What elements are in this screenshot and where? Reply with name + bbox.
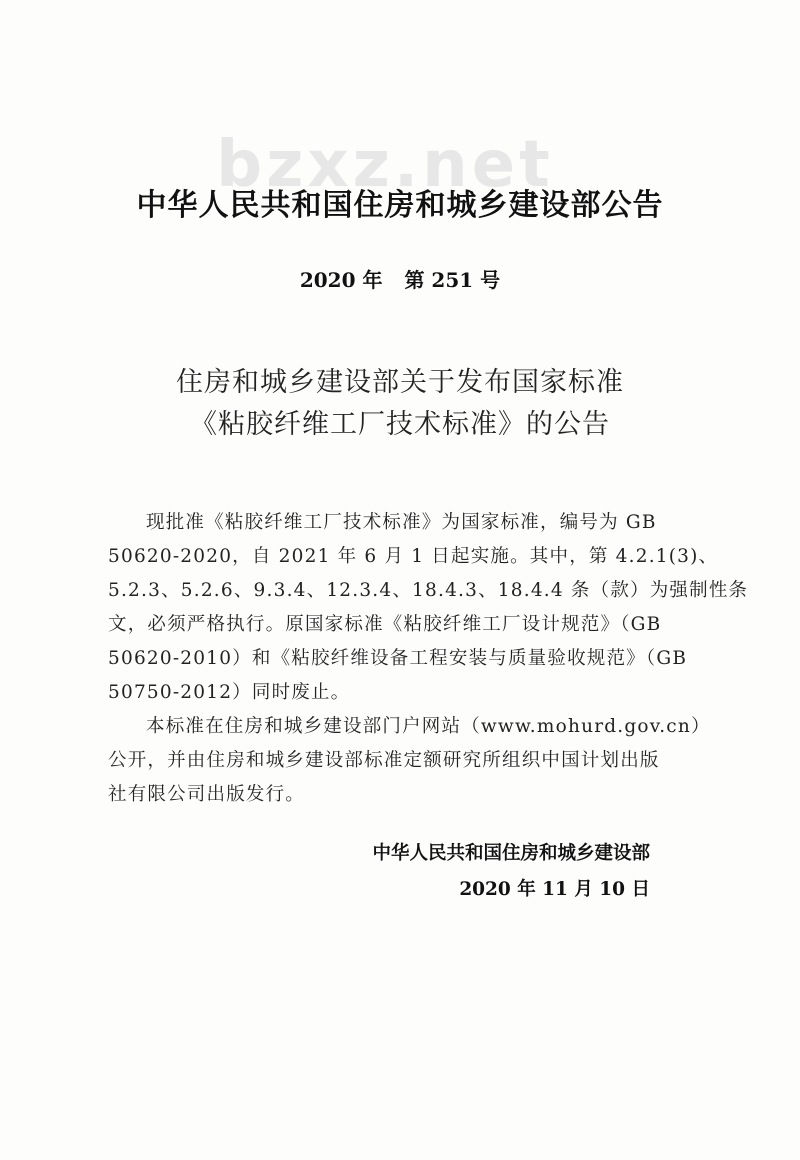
issue-date: 2020 年 11 月 10 日 <box>459 879 650 900</box>
document-title <box>0 362 800 446</box>
document-title-line-2: 《粘胶纤维工厂技术标准》的公告 <box>190 409 610 440</box>
paragraph-line: 50750-2012）同时废止。 <box>108 682 351 703</box>
paragraph-line: 现批准《粘胶纤维工厂技术标准》为国家标准，编号为 GB <box>146 512 657 533</box>
paragraph-publication <box>108 710 711 812</box>
signature-block <box>372 836 650 908</box>
paragraph-line: 本标准在住房和城乡建设部门户网站（www.mohurd.gov.cn） <box>146 716 711 737</box>
paragraph-line: 50620-2020，自 2021 年 6 月 1 日起实施。其中，第 4.2.1(3)、 <box>108 546 719 567</box>
paragraph-line: 50620-2010）和《粘胶纤维设备工程安装与质量验收规范》（GB <box>108 648 688 669</box>
paragraph-line: 5.2.3、5.2.6、9.3.4、12.3.4、18.4.3、18.4.4 条（款）为强制性条 <box>108 580 749 601</box>
watermark: bzxz.net <box>216 128 554 202</box>
paragraph-approval <box>108 506 749 710</box>
issue-year: 2020 年 <box>299 268 383 292</box>
paragraph-line: 公开，并由住房和城乡建设部标准定额研究所组织中国计划出版 <box>108 750 660 771</box>
body-text <box>108 506 749 812</box>
paragraph-line: 文，必须严格执行。原国家标准《粘胶纤维工厂设计规范》（GB <box>108 614 662 635</box>
issue-no: 第 251 号 <box>404 268 501 292</box>
document-title-line-1: 住房和城乡建设部关于发布国家标准 <box>176 367 624 398</box>
paragraph-line: 社有限公司出版发行。 <box>108 784 306 805</box>
announcement-heading: 中华人民共和国住房和城乡建设部公告 <box>136 188 664 223</box>
issuer-name: 中华人民共和国住房和城乡建设部 <box>372 843 650 864</box>
issue-number <box>0 264 800 293</box>
